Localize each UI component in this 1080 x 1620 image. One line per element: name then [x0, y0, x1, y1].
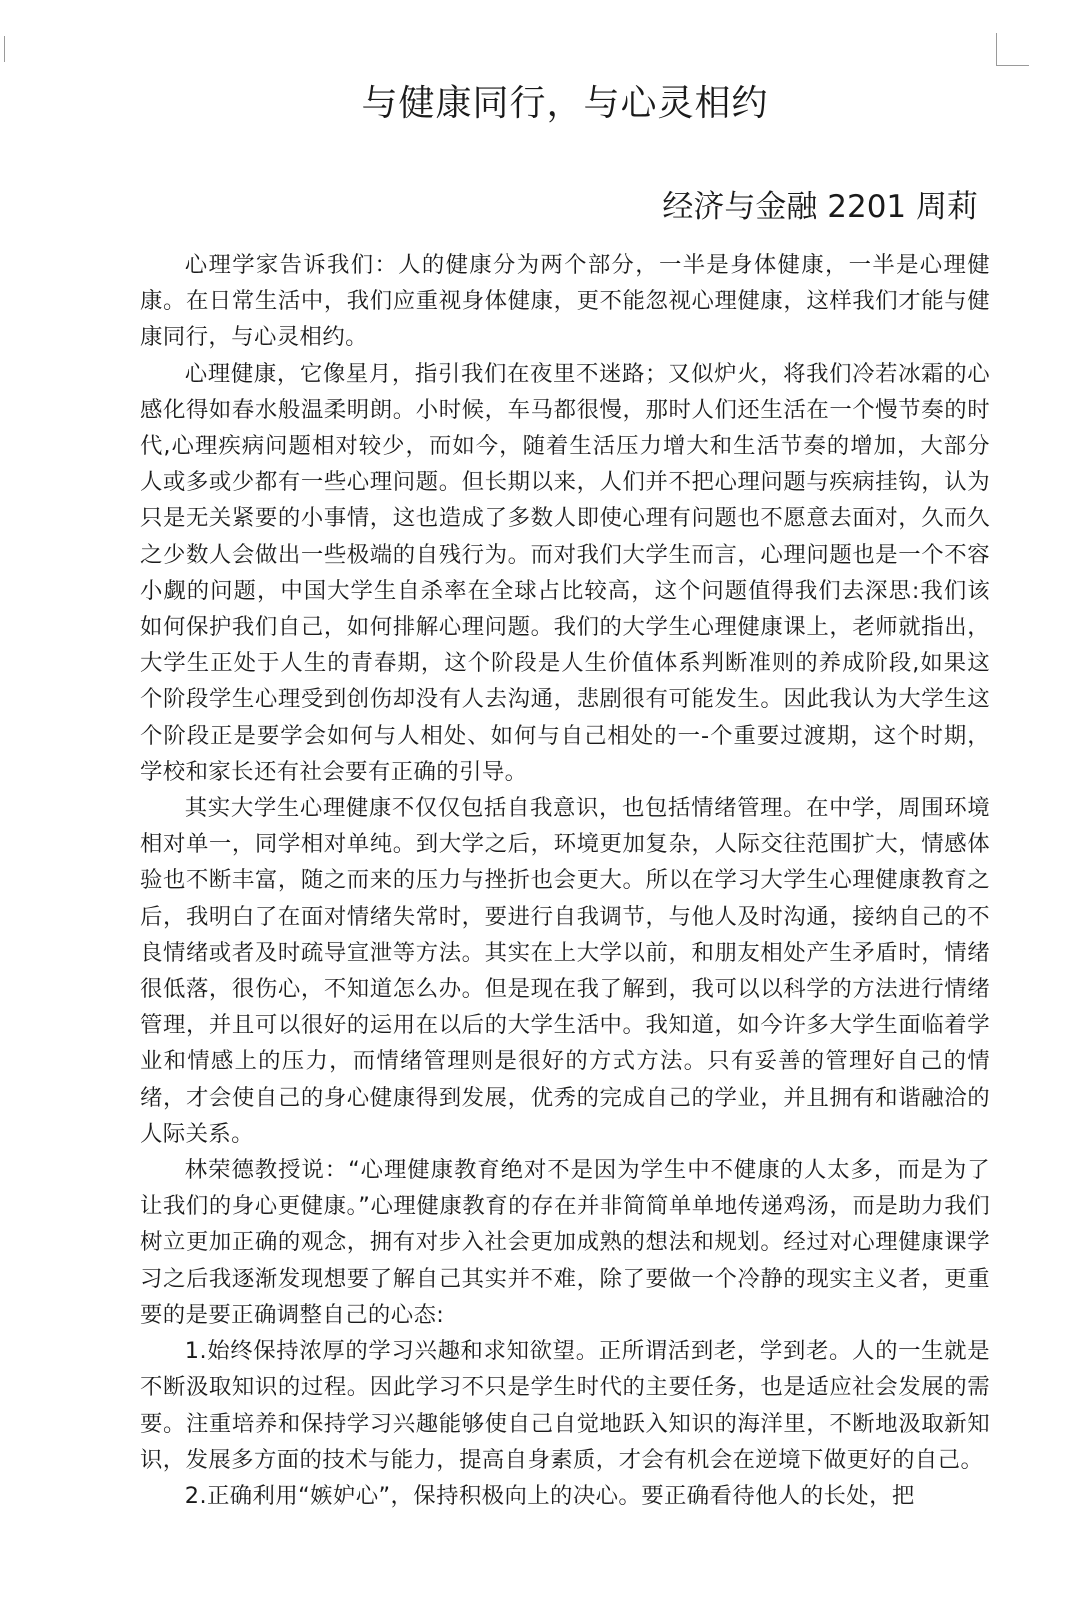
paragraph: 1.始终保持浓厚的学习兴趣和求知欲望。正所谓活到老，学到老。人的一生就是不断汲取知识的过程。因此学习不只是学生时代的主要任务，也是适应社会发展的需要。注重培养和保持学习兴趣能够使自己自觉地跃入知识的海洋里，不断地汲取新知识，发展多方面的技术与能力，提高自身素质，才会有机会在逆境下做更好的自己。 — [140, 1338, 990, 1473]
crop-mark-top-right — [996, 33, 1029, 66]
paragraph: 2.正确利用“嫉妒心”，保持积极向上的决心。要正确看待他人的长处，把 — [184, 1482, 915, 1509]
document-title: 与健康同行，与心灵相约 — [361, 83, 769, 124]
paragraph: 心理健康，它像星月，指引我们在夜里不迷路；又似炉火，将我们冷若冰霜的心感化得如春水般温柔明朗。小时候，车马都很慢，那时人们还生活在一个慢节奏的时代,心理疾病问题相对较少，而如今，随着生活压力增大和生活节奏的增加，大部分人或多或少都有一些心理问题。但长期以来，人们并不把心理问题与疾病挂钩，认为只是无关紧要的小事情，这也造成了多数人即使心理有问题也不愿意去面对，久而久之少数人会做出一些极端的自残行为。而对我们大学生而言，心理问题也是一个不容小觑的问题，中国大学生自杀率在全球占比较高，这个问题值得我们去深思:我们该如何保护我们自己，如何排解心理问题。我们的大学生心理健康课上，老师就指出，大学生正处于人生的青春期，这个阶段是人生价值体系判断准则的养成阶段,如果这个阶段学生心理受到创伤却没有人去沟通，悲剧很有可能发生。因此我认为大学生这个阶段正是要学会如何与人相处、如何与自己相处的一-个重要过渡期，这个时期，学校和家长还有社会要有正确的引导。 — [140, 360, 990, 785]
author-line: 经济与金融 2201 周莉 — [662, 189, 978, 225]
crop-mark-top-left — [0, 36, 5, 62]
paragraph: 林荣德教授说：“心理健康教育绝对不是因为学生中不健康的人太多，而是为了让我们的身心更健康。”心理健康教育的存在并非简简单单地传递鸡汤，而是助力我们树立更加正确的观念，拥有对步入社会更加成熟的想法和规划。经过对心理健康课学习之后我逐渐发现想要了解自己其实并不难，除了要做一个冷静的现实主义者，更重要的是要正确调整自己的心态: — [140, 1157, 990, 1328]
document-body — [140, 247, 990, 1514]
paragraph: 心理学家告诉我们：人的健康分为两个部分，一半是身体健康，一半是心理健康。在日常生活中，我们应重视身体健康，更不能忽视心理健康，这样我们才能与健康同行，与心灵相约。 — [140, 252, 990, 351]
paragraph: 其实大学生心理健康不仅仅包括自我意识，也包括情绪管理。在中学，周围环境相对单一，同学相对单纯。到大学之后，环境更加复杂，人际交往范围扩大，情感体验也不断丰富，随之而来的压力与挫折也会更大。所以在学习大学生心理健康教育之后，我明白了在面对情绪失常时，要进行自我调节，与他人及时沟通，接纳自己的不良情绪或者及时疏导宣泄等方法。其实在上大学以前，和朋友相处产生矛盾时，情绪很低落，很伤心，不知道怎么办。但是现在我了解到，我可以以科学的方法进行情绪管理，并且可以很好的运用在以后的大学生活中。我知道，如今许多大学生面临着学业和情感上的压力，而情绪管理则是很好的方式方法。只有妥善的管理好自己的情绪，才会使自己的身心健康得到发展，优秀的完成自己的学业，并且拥有和谐融洽的人际关系。 — [140, 795, 990, 1147]
